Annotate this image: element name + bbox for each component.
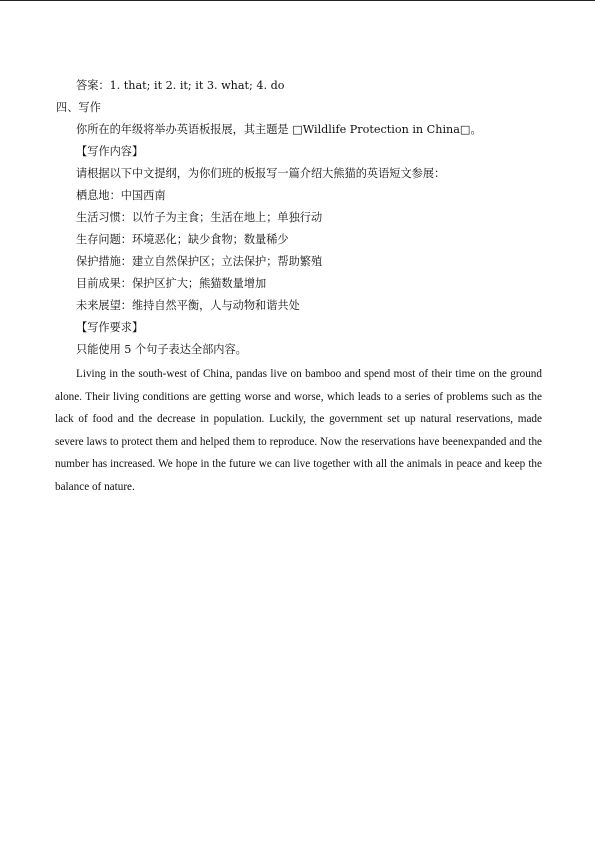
requirements-line: 只能使用 5 个句子表达全部内容。 [76, 343, 247, 356]
instruction-line: 请根据以下中文提纲，为你们班的板报写一篇介绍大熊猫的英语短文参展： [76, 167, 446, 180]
outline-item-outlook: 未来展望：维持自然平衡，人与动物和谐共处 [76, 299, 300, 312]
requirements-heading: 【写作要求】 [76, 321, 144, 334]
outline-item-results: 目前成果：保护区扩大；熊猫数量增加 [76, 277, 267, 290]
sample-essay: Living in the south-west of China, pandas live on bamboo and spend most of their time on the ground alone. Their living conditions are getting worse and worse, which leads to a series of problems such as the lack of food and the decrease in population. Luckily, the government set up natural reservations, made severe laws to protect them and helped them to reproduce. Now the reservations have beenexpanded and the number has increased. We hope in the future we can live together with all the animals in peace and keep the balance of nature. [55, 368, 542, 493]
page-top-rule [0, 0, 595, 1]
outline-item-measures: 保护措施：建立自然保护区；立法保护；帮助繁殖 [76, 255, 323, 268]
outline-item-habits: 生活习惯：以竹子为主食；生活在地上；单独行动 [76, 211, 323, 224]
outline-item-habitat: 栖息地：中国西南 [76, 189, 166, 202]
answer-line: 答案：1. that; it 2. it; it 3. what; 4. do [76, 79, 285, 92]
outline-item-problems: 生存问题：环境恶化；缺少食物；数量稀少 [76, 233, 289, 246]
content-heading: 【写作内容】 [76, 145, 144, 158]
section-heading: 四、写作 [56, 101, 101, 114]
prompt-line: 你所在的年级将举办英语板报展，其主题是 □Wildlife Protection in China□。 [76, 123, 482, 136]
